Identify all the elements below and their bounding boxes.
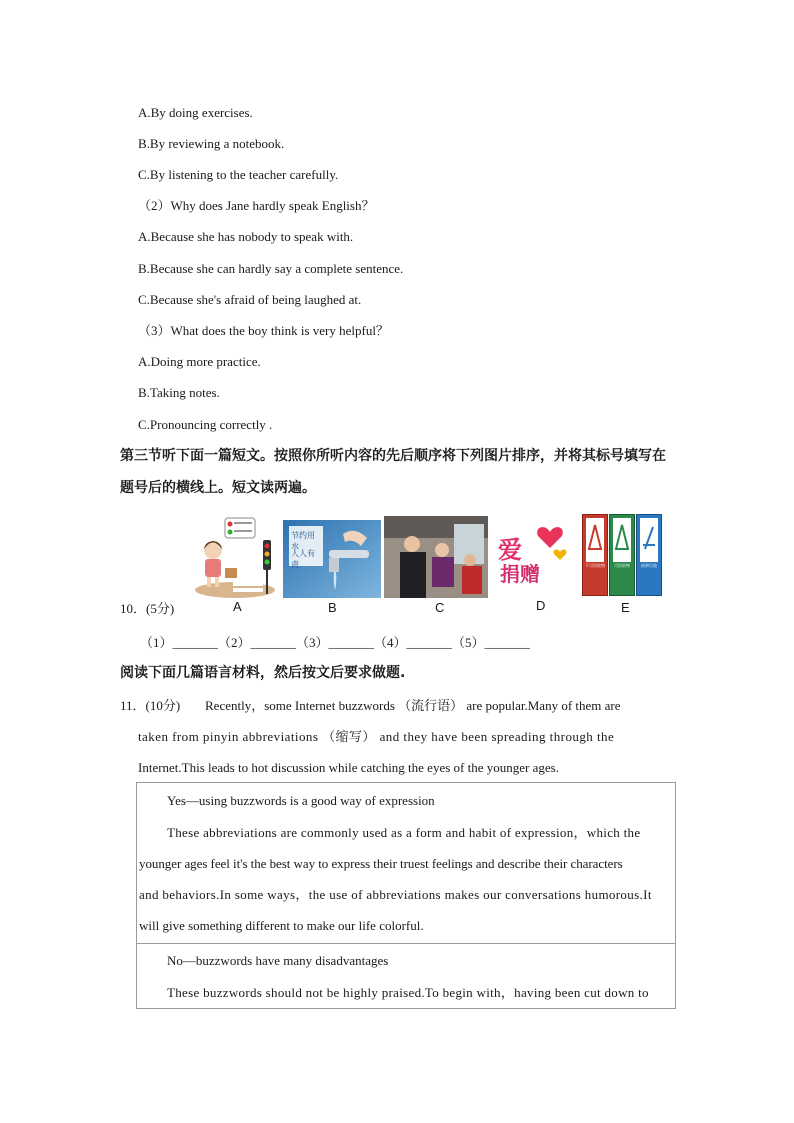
- q11-opinion-table: [136, 782, 676, 1009]
- picture-b-caption-2: 人人有责: [291, 549, 315, 569]
- reading-instruction: 阅读下面几篇语言材料，然后按文后要求做题.: [120, 665, 406, 681]
- no-para-line1: These buzzwords should not be highly praised.To begin with，having been cut down to: [167, 985, 649, 1000]
- q9-2-option-a: A.Because she has nobody to speak with.: [138, 229, 354, 244]
- q10-answer-blanks[interactable]: （1）_______（2）_______（3）_______（4）_______（5）_______: [140, 635, 530, 650]
- bin-blue-label: 厨余垃圾: [641, 563, 657, 568]
- section3-instruction-line1: 第三节听下面一篇短文。按照你所听内容的先后顺序将下列图片排序，并将其标号填写在: [120, 448, 666, 464]
- q11-intro-line1-text: Recently，some Internet buzzwords （流行语） are popular.Many of them are: [205, 698, 621, 713]
- picture-d-text-donate: 捐赠: [500, 562, 540, 586]
- no-heading: No—buzzwords have many disadvantages: [167, 953, 389, 968]
- picture-b-water-saving: [283, 520, 381, 598]
- q10-label: 10．(5分): [120, 601, 175, 616]
- picture-letter-c: C: [435, 600, 445, 615]
- q9-3-option-b: B.Taking notes.: [138, 385, 220, 400]
- picture-e-recycling-bins: [582, 514, 662, 596]
- picture-b-caption-1: 节约用水: [291, 531, 315, 551]
- q9-2-question: （2）Why does Jane hardly speak English？: [138, 198, 375, 213]
- picture-letter-e: E: [621, 600, 630, 615]
- q11-intro-line1: [205, 697, 675, 715]
- picture-letter-d: D: [536, 598, 546, 613]
- picture-c-helping-elderly: [384, 516, 488, 598]
- picture-letter-a: A: [233, 599, 242, 614]
- picture-d-text-love: 爱: [498, 536, 522, 564]
- q9-1-option-b: B.By reviewing a notebook.: [138, 136, 285, 151]
- q9-2-option-b: B.Because she can hardly say a complete sentence.: [138, 261, 404, 276]
- bin-sign-green: [609, 514, 635, 596]
- q11-intro-line2: taken from pinyin abbreviations （缩写） and they have been spreading through the: [138, 729, 615, 744]
- yes-para-line4: will give something different to make our life colorful.: [139, 918, 424, 933]
- yes-heading: Yes—using buzzwords is a good way of expression: [167, 793, 435, 808]
- bin-red-label: 不可回收物: [585, 563, 605, 568]
- table-divider: [137, 943, 675, 944]
- q9-1-option-a: A.By doing exercises.: [138, 105, 253, 120]
- q11-label: 11．(10分): [120, 698, 181, 713]
- picture-d-donate: [494, 518, 574, 596]
- bin-green-label: 可回收物: [614, 563, 630, 568]
- section3-instruction-line2: 题号后的横线上。短文读两遍。: [120, 480, 316, 496]
- yes-para-line1: These abbreviations are commonly used as a form and habit of expression，which the: [167, 825, 641, 840]
- picture-letter-b: B: [328, 600, 337, 615]
- yes-para-line3: and behaviors.In some ways，the use of abbreviations makes our conversations humorous.It: [139, 887, 652, 902]
- yes-para-line2: younger ages feel it's the best way to express their truest feelings and describe their characters: [139, 856, 623, 871]
- q9-3-question: （3）What does the boy think is very helpful？: [138, 323, 389, 338]
- bin-sign-red: [582, 514, 608, 596]
- bin-sign-blue: [636, 514, 662, 596]
- q11-intro-line3: Internet.This leads to hot discussion while catching the eyes of the younger ages.: [138, 760, 559, 775]
- q9-1-option-c: C.By listening to the teacher carefully.: [138, 167, 339, 182]
- picture-a-traffic-light: [195, 516, 281, 598]
- q9-2-option-c: C.Because she's afraid of being laughed at.: [138, 292, 362, 307]
- q9-3-option-c: C.Pronouncing correctly .: [138, 417, 273, 432]
- q9-3-option-a: A.Doing more practice.: [138, 354, 261, 369]
